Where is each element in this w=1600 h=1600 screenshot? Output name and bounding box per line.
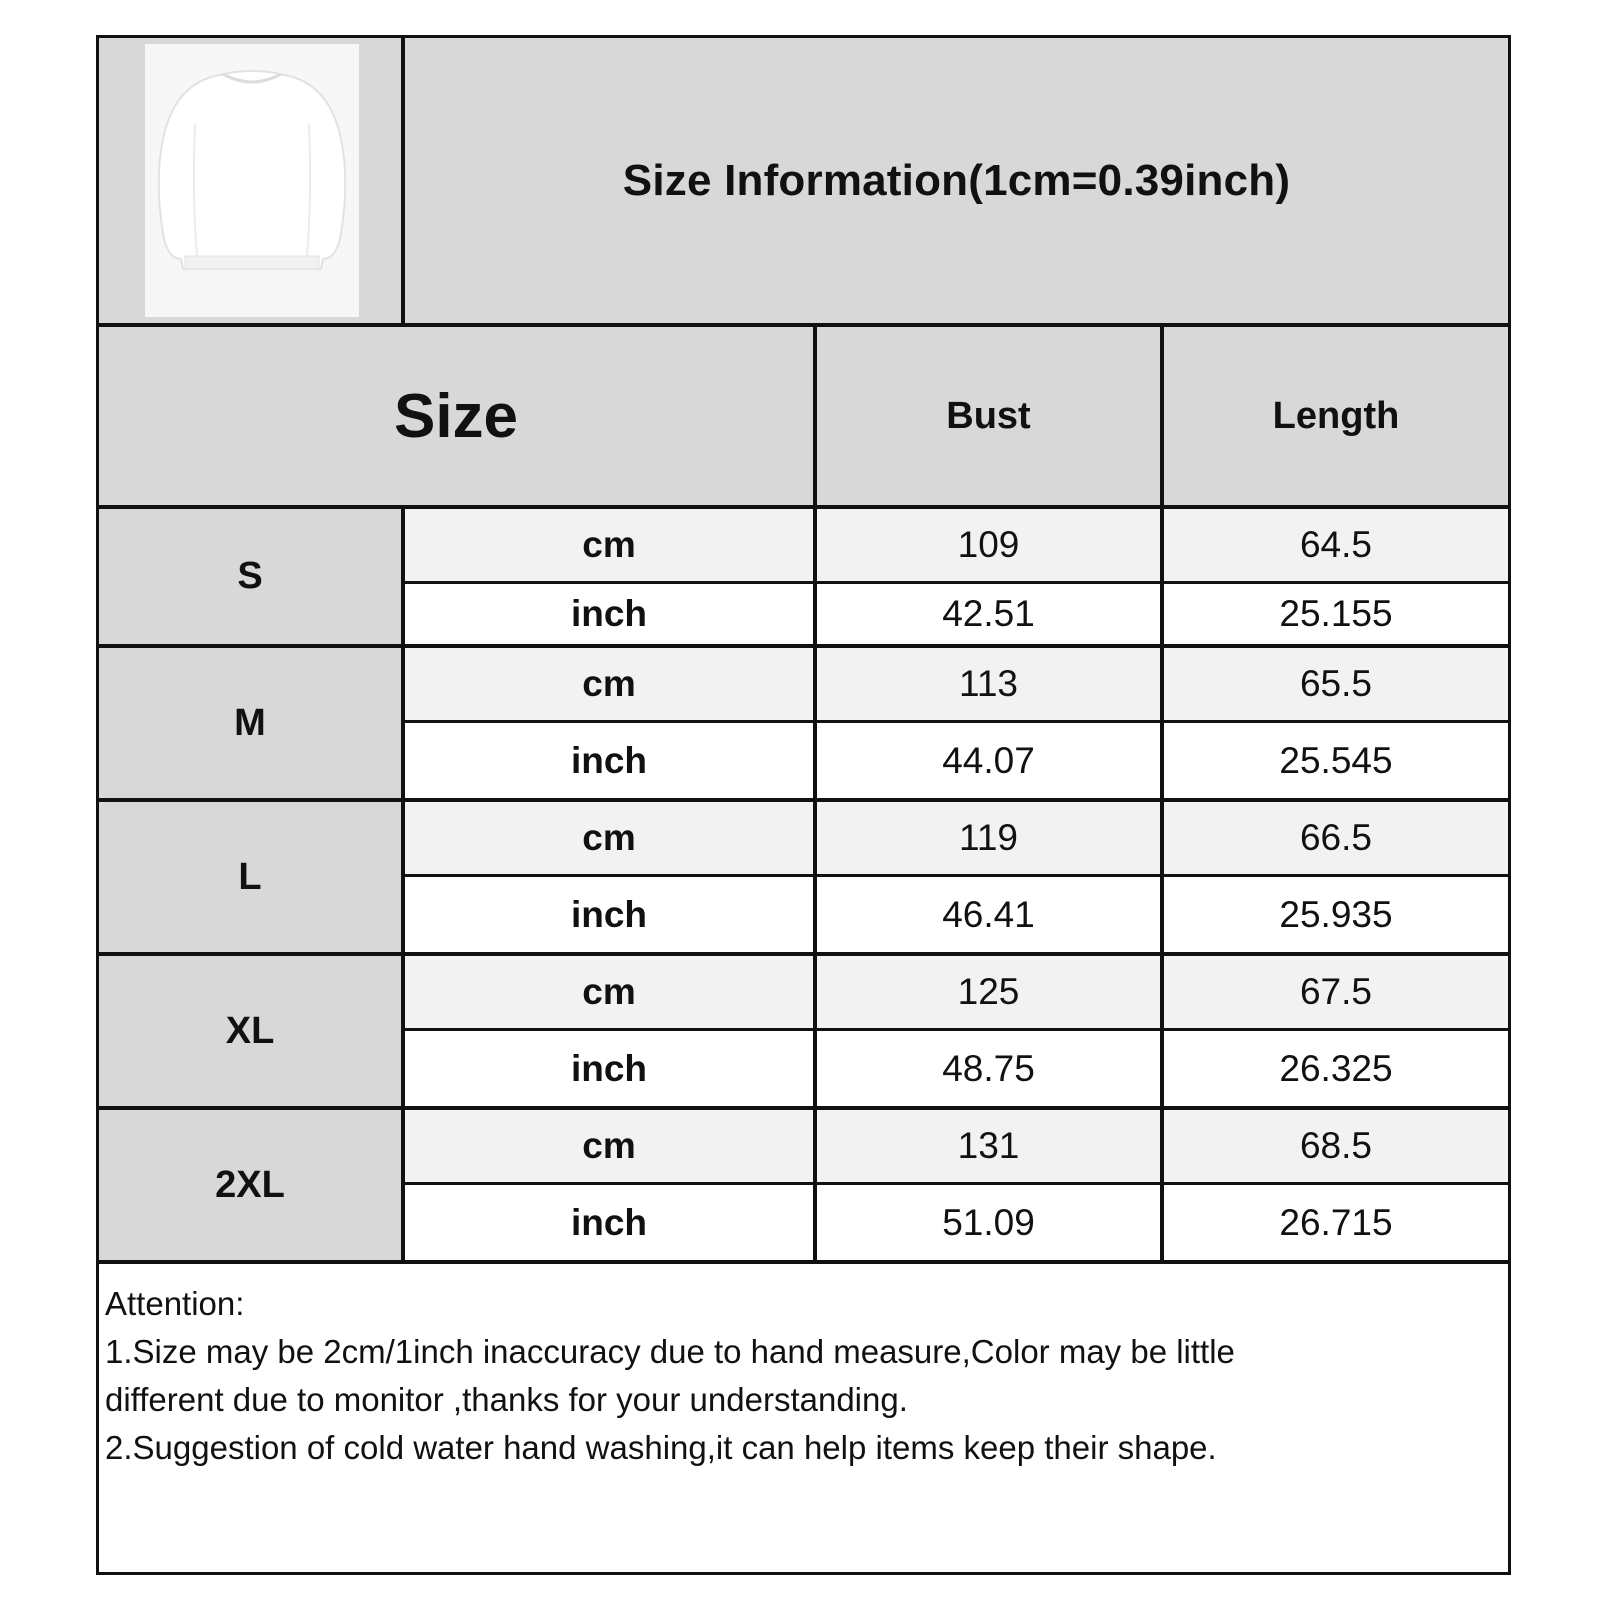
notes-heading: Attention:: [105, 1285, 245, 1322]
size-label: XL: [99, 956, 405, 1106]
unit-cell: inch: [405, 723, 817, 798]
table-row-cm: [405, 802, 1508, 877]
unit-cell: cm: [405, 648, 817, 720]
header-row: [99, 38, 1508, 327]
length-cell: 25.155: [1279, 593, 1393, 634]
column-header-bust: Bust: [817, 327, 1164, 505]
length-cell: 68.5: [1299, 1125, 1372, 1166]
size-label: 2XL: [99, 1110, 405, 1260]
length-cell: 25.935: [1279, 893, 1393, 935]
unit-cell: inch: [405, 1031, 817, 1106]
note-line-1: 1.Size may be 2cm/1inch inaccuracy due to hand measure,Color may be little: [105, 1333, 1235, 1370]
size-label: L: [99, 802, 405, 952]
unit-cell: inch: [405, 584, 817, 644]
table-row-inch: [405, 1031, 1508, 1106]
bust-cell: 44.07: [817, 723, 1164, 798]
unit-cell: cm: [405, 802, 817, 874]
column-header-length: Length: [1164, 327, 1508, 505]
size-group-xl: [99, 956, 1508, 1110]
size-label: S: [99, 509, 405, 644]
unit-cell: cm: [405, 956, 817, 1028]
chart-title: Size Information(1cm=0.39inch): [405, 38, 1508, 323]
bust-cell: 42.51: [817, 584, 1164, 644]
unit-cell: inch: [405, 1185, 817, 1260]
length-cell: 67.5: [1299, 971, 1372, 1012]
length-cell: 26.715: [1279, 1201, 1393, 1243]
size-group-m: [99, 648, 1508, 802]
sweatshirt-icon: [145, 44, 359, 317]
attention-notes: [99, 1274, 1508, 1472]
unit-cell: cm: [405, 1110, 817, 1182]
bust-cell: 48.75: [817, 1031, 1164, 1106]
product-image-cell: [99, 38, 405, 323]
size-label: M: [99, 648, 405, 798]
unit-cell: inch: [405, 877, 817, 952]
length-cell: 25.545: [1279, 739, 1393, 781]
table-row-cm: [405, 509, 1508, 584]
size-group-2xl: [99, 1110, 1508, 1264]
sweatshirt-image: [145, 44, 359, 317]
bust-cell: 119: [817, 802, 1164, 874]
length-cell: 66.5: [1299, 817, 1372, 858]
bust-cell: 109: [817, 509, 1164, 581]
table-row-inch: [405, 584, 1508, 644]
column-header-size: Size: [99, 327, 817, 505]
table-row-inch: [405, 1185, 1508, 1260]
table-row-cm: [405, 1110, 1508, 1185]
table-row-inch: [405, 723, 1508, 798]
column-header-row: [99, 327, 1508, 509]
bust-cell: 51.09: [817, 1185, 1164, 1260]
bust-cell: 125: [817, 956, 1164, 1028]
table-row-inch: [405, 877, 1508, 952]
note-line-3: 2.Suggestion of cold water hand washing,it can help items keep their shape.: [105, 1429, 1217, 1466]
bust-cell: 46.41: [817, 877, 1164, 952]
bust-cell: 113: [817, 648, 1164, 720]
table-row-cm: [405, 648, 1508, 723]
length-cell: 65.5: [1299, 663, 1372, 704]
size-group-s: [99, 509, 1508, 648]
size-group-l: [99, 802, 1508, 956]
note-line-2: different due to monitor ,thanks for your understanding.: [105, 1381, 908, 1418]
table-row-cm: [405, 956, 1508, 1031]
length-cell: 64.5: [1299, 524, 1372, 565]
bust-cell: 131: [817, 1110, 1164, 1182]
size-chart: [96, 35, 1511, 1575]
length-cell: 26.325: [1279, 1047, 1393, 1089]
unit-cell: cm: [405, 509, 817, 581]
